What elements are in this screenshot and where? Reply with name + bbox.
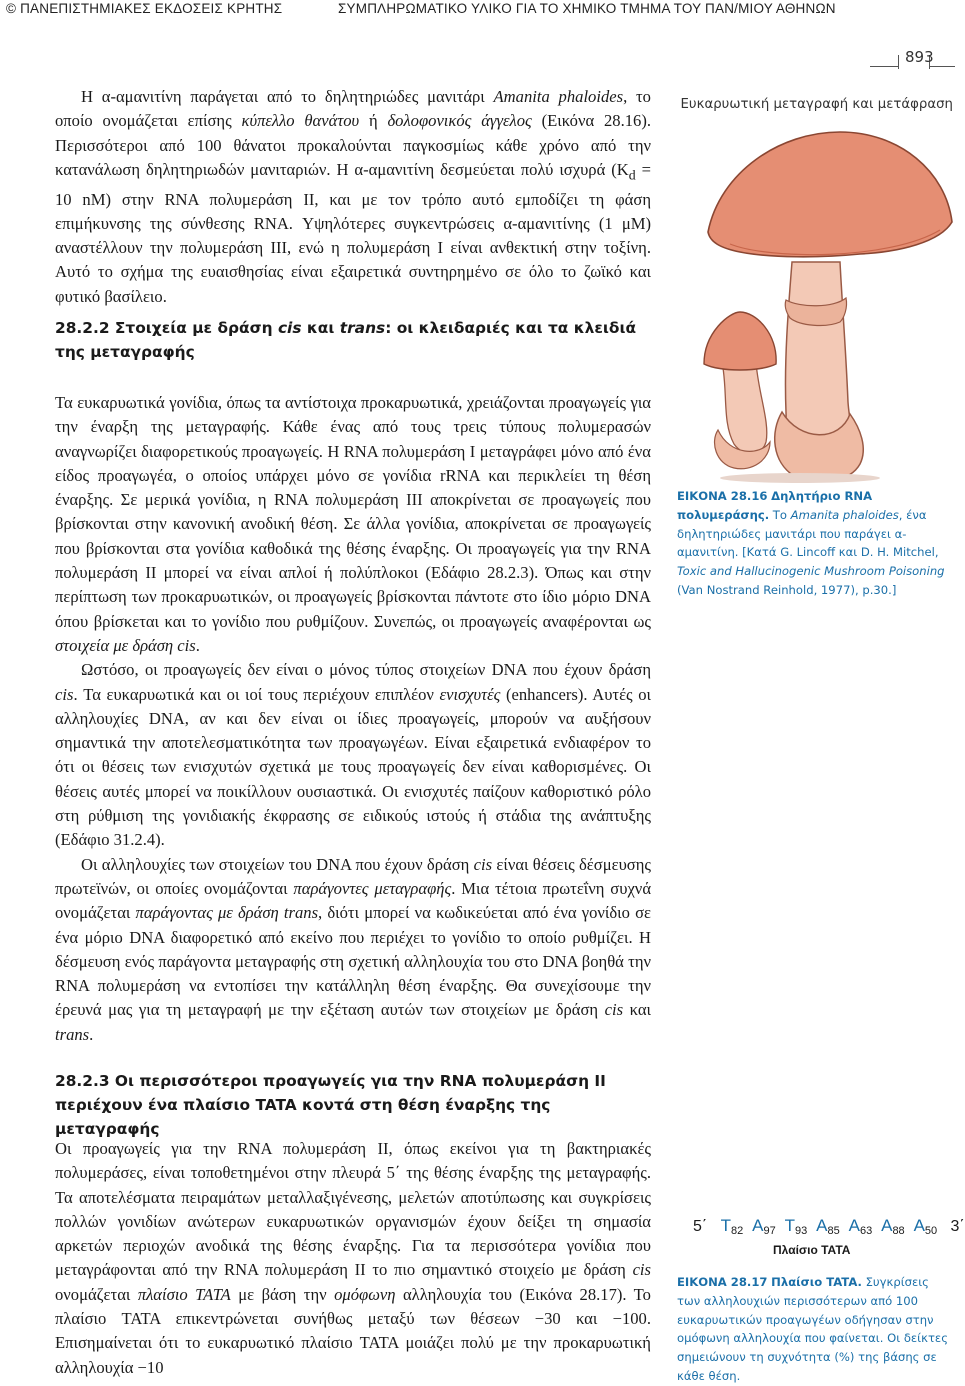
amanita-mushroom-illustration	[700, 112, 960, 484]
five-prime-label: 5΄	[693, 1218, 708, 1235]
tata-consensus-sequence: 5΄ $T_{82}$ $A_{97}$ $T_{93}$ $A_{85}$ $A_{63}$ $A_{88}$ $A_{50}$ 3΄	[693, 1216, 965, 1237]
supplement-header: ΣΥΜΠΛΗΡΩΜΑΤΙΚΟ ΥΛΙΚΟ ΓΙΑ ΤΟ ΧΗΜΙΚΟ ΤΜΗΜΑ ΤΟΥ ΠΑΝ/ΜΙΟΥ ΑΘΗΝΩΝ	[338, 1, 836, 16]
page-number: 893	[905, 48, 934, 66]
page-number-rule-left	[898, 55, 899, 69]
paragraph-tata-box: Οι προαγωγείς για την RNA πολυμεράση II, όπως εκείνοι για τη βακτηριακές πολυμεράσες, είναι τοποθετημένοι στην πλευρά 5΄ της θέσης έναρξης της μεταγραφής. Τα αποτελέσματα πειραμάτων μεταλλαξιγένεσης, μελετών αποτύπωσης και συγκρίσεις πολλών γονιδίων ανώτερων ευκαρυωτικών οργανισμών έχουν δείξει τη σημασία αρκετών περιοχών ανοδικά της θέσης έναρξης. Για τα περισσότερα γονίδια που μεταγράφονται από την RNA πολυμεράση II το πιο σημαντικό στοιχείο με δράση cis ονομάζεται πλαίσιο TATA με βάση την ομόφωνη αλληλουχία του (Εικόνα 28.17). Το πλαίσιο TATA επικεντρώνεται συνήθως μεταξύ των θέσεων −30 και −100. Επισημαίνεται ότι το ευκαρυωτικό πλαίσιο TATA μοιάζει πολύ με την προκαρυωτική αλληλουχία −10	[55, 1139, 651, 1377]
figure-28-16-caption: ΕΙΚΟΝΑ 28.16 Δηλητήριο RNA πολυμεράσης. Το Amanita phaloides, ένα δηλητηριώδες μανιτάρι που παράγει α-αμανιτίνη. [Κατά G. Lincoff και D. H. Mitchel, Toxic and Hallucinogenic Mushroom Poisoning (Van Nostrand Reinhold, 1977), p.30.]	[677, 489, 945, 597]
figure-28-17-caption: ΕΙΚΟΝΑ 28.17 Πλαίσιο TATA. Συγκρίσεις των αλληλουχιών περισσότερων από 100 ευκαρυωτικών προαγωγέων οδήγησαν στην ομόφωνη αλληλουχία που φαίνεται. Οι δείκτες σημειώνουν τη συχνότητα (%) της βάσης σε κάθε θέση.	[677, 1275, 948, 1383]
top-header-bar	[0, 0, 960, 20]
section-heading-28-2-3: 28.2.3 Οι περισσότεροι προαγωγείς για την RNA πολυμεράση II περιέχουν ένα πλαίσιο TATA κοντά στη θέση έναρξης της μεταγραφής	[55, 1072, 606, 1138]
page-rule-right	[929, 66, 955, 67]
publisher-header: © ΠΑΝΕΠΙΣΤΗΜΙΑΚΕΣ ΕΚΔΟΣΕΙΣ ΚΡΗΤΗΣ	[6, 1, 283, 16]
intro-paragraph: Η α-αμανιτίνη παράγεται από το δηλητηριώδες μανιτάρι Amanita phaloides, το οποίο ονομάζεται επίσης κύπελλο θανάτου ή δολοφονικός άγγελος (Εικόνα 28.16). Περισσότεροι από 100 θάνατοι προκαλούνται παγκοσμίως κάθε χρόνο από την κατανάλωση δηλητηριωδών μανιταριών. Η α-αμανιτίνη δεσμεύεται πολύ ισχυρά ($K_d = 10$ nM) στην RNA πολυμεράση II, και με τον τρόπο αυτό εμποδίζει τη φάση επιμήκυνσης της σύνθεσης RNA. Υψηλότερες συγκεντρώσεις α-αμανιτίνης (1 μM) αναστέλλουν την πολυμεράση III, ενώ η πολυμεράση I είναι ανθεκτική στην τοξίνη. Αυτό το σχήμα της ευαισθησίας είναι εξαιρετικά συντηρημένο σε όλο το ζωϊκό και φυτικό βασίλειο.	[55, 87, 651, 306]
section-body-28-2-3	[55, 1137, 651, 1380]
running-head: Ευκαρυωτική μεταγραφή και μετάφραση	[680, 97, 953, 112]
section-heading-28-2-2: 28.2.2 Στοιχεία με δράση cis και trans: οι κλειδαριές και τα κλειδιά της μεταγραφής	[55, 319, 637, 361]
figure-28-16-title: Δηλητήριο RNA πολυμεράσης.	[677, 489, 873, 522]
paragraph-promoters: Τα ευκαρυωτικά γονίδια, όπως τα αντίστοιχα προκαρυωτικά, χρειάζονται προαγωγείς για την έναρξη της μεταγραφής. Κάθε ένας από τους τρεις τύπους πολυμερασών αναγνωρίζει διαφορετικούς προαγωγείς. Η RNA πολυμεράση I μεταγράφει μόνο από ένα είδος προαγωγέα, ο οποίος υπάρχει μόνο σε γονίδια rRNA και περικλείει τη θέση έναρξης. Σε μερικά γονίδια, η RNA πολυμεράση III αποκρίνεται σε προαγωγείς που βρίσκονται στην κανονική ανοδική θέση. Σε άλλα γονίδια, αποκρίνεται σε προαγωγείς που βρίσκονται στα γονίδια καθοδικά της θέσης έναρξης. Οι προαγωγείς για την RNA πολυμεράση II μπορεί να είναι απλοί ή πολύπλοκοι (Εδάφιο 28.2.3). Όπως και στην περίπτωση των προκαρυωτικών, οι προαγωγείς βρίσκονται πάντοτε στο ίδιο μόριο DNA όπου βρίσκεται και το γονίδιο που ρυθμίζουν. Συνεπώς, οι προαγωγείς αναφέρονται ως στοιχεία με δράση cis.	[55, 393, 651, 655]
section-body-28-2-2	[55, 391, 651, 1047]
figure-28-17-title: Πλαίσιο TATA.	[771, 1275, 862, 1289]
tata-box-label: Πλαίσιο TATA	[773, 1243, 851, 1257]
paragraph-enhancers: Ωστόσο, οι προαγωγείς δεν είναι ο μόνος τύπος στοιχείων DNA που έχουν δράση cis. Τα ευκαρυωτικά και οι ιοί τους περιέχουν επιπλέον ενισχυτές (enhancers). Αυτές οι αλληλουχίες DNA, αν και δεν είναι οι ίδιες προαγωγείς, μπορούν να αυξήσουν σημαντικά την αποτελεσματικότητα των προαγωγέων. Είναι εξαιρετικά ενδιαφέρον το ότι οι θέσεις των ενισχυτών σχετικά με τους προαγωγείς δεν είναι καθορισμένες. Οι θέσεις αυτές μπορεί να ποικίλλουν ουσιαστικά. Οι ενισχυτές παίζουν καθοριστικό ρόλο στη ρύθμιση της γονιδιακής έκφρασης σε ειδικούς ιστούς ή στάδια της ανάπτυξης (Εδάφιο 31.2.4).	[55, 660, 652, 850]
page-rule-left	[870, 66, 898, 67]
figure-28-16-label: ΕΙΚΟΝΑ 28.16	[677, 489, 768, 503]
three-prime-label: 3΄	[950, 1218, 965, 1235]
figure-28-17-label: ΕΙΚΟΝΑ 28.17	[677, 1275, 768, 1289]
paragraph-transcription-factors: Οι αλληλουχίες των στοιχείων του DNA που έχουν δράση cis είναι θέσεις δέσμευσης πρωτεϊνών, οι οποίες ονομάζονται παράγοντες μεταγραφής. Μια τέτοια πρωτεΐνη συχνά ονομάζεται παράγοντας με δράση trans, διότι μπορεί να κωδικεύεται από ένα γονίδιο σε ένα μόριο DNA διαφορετικό από εκείνο που περιέχει το γονίδιο το οποίο ρυθμίζει. Η δέσμευση ενός παράγοντα μεταγραφής στη σχετική αλληλουχία του στο DNA βοηθά την RNA πολυμεράση να εντοπίσει την κατάλληλη θέση έναρξης. Θα συνεχίσουμε την έρευνά μας για τη μεταγραφή με την εξέταση αυτών των στοιχείων με δράση cis και trans.	[55, 854, 652, 1044]
intro-section	[55, 85, 651, 309]
